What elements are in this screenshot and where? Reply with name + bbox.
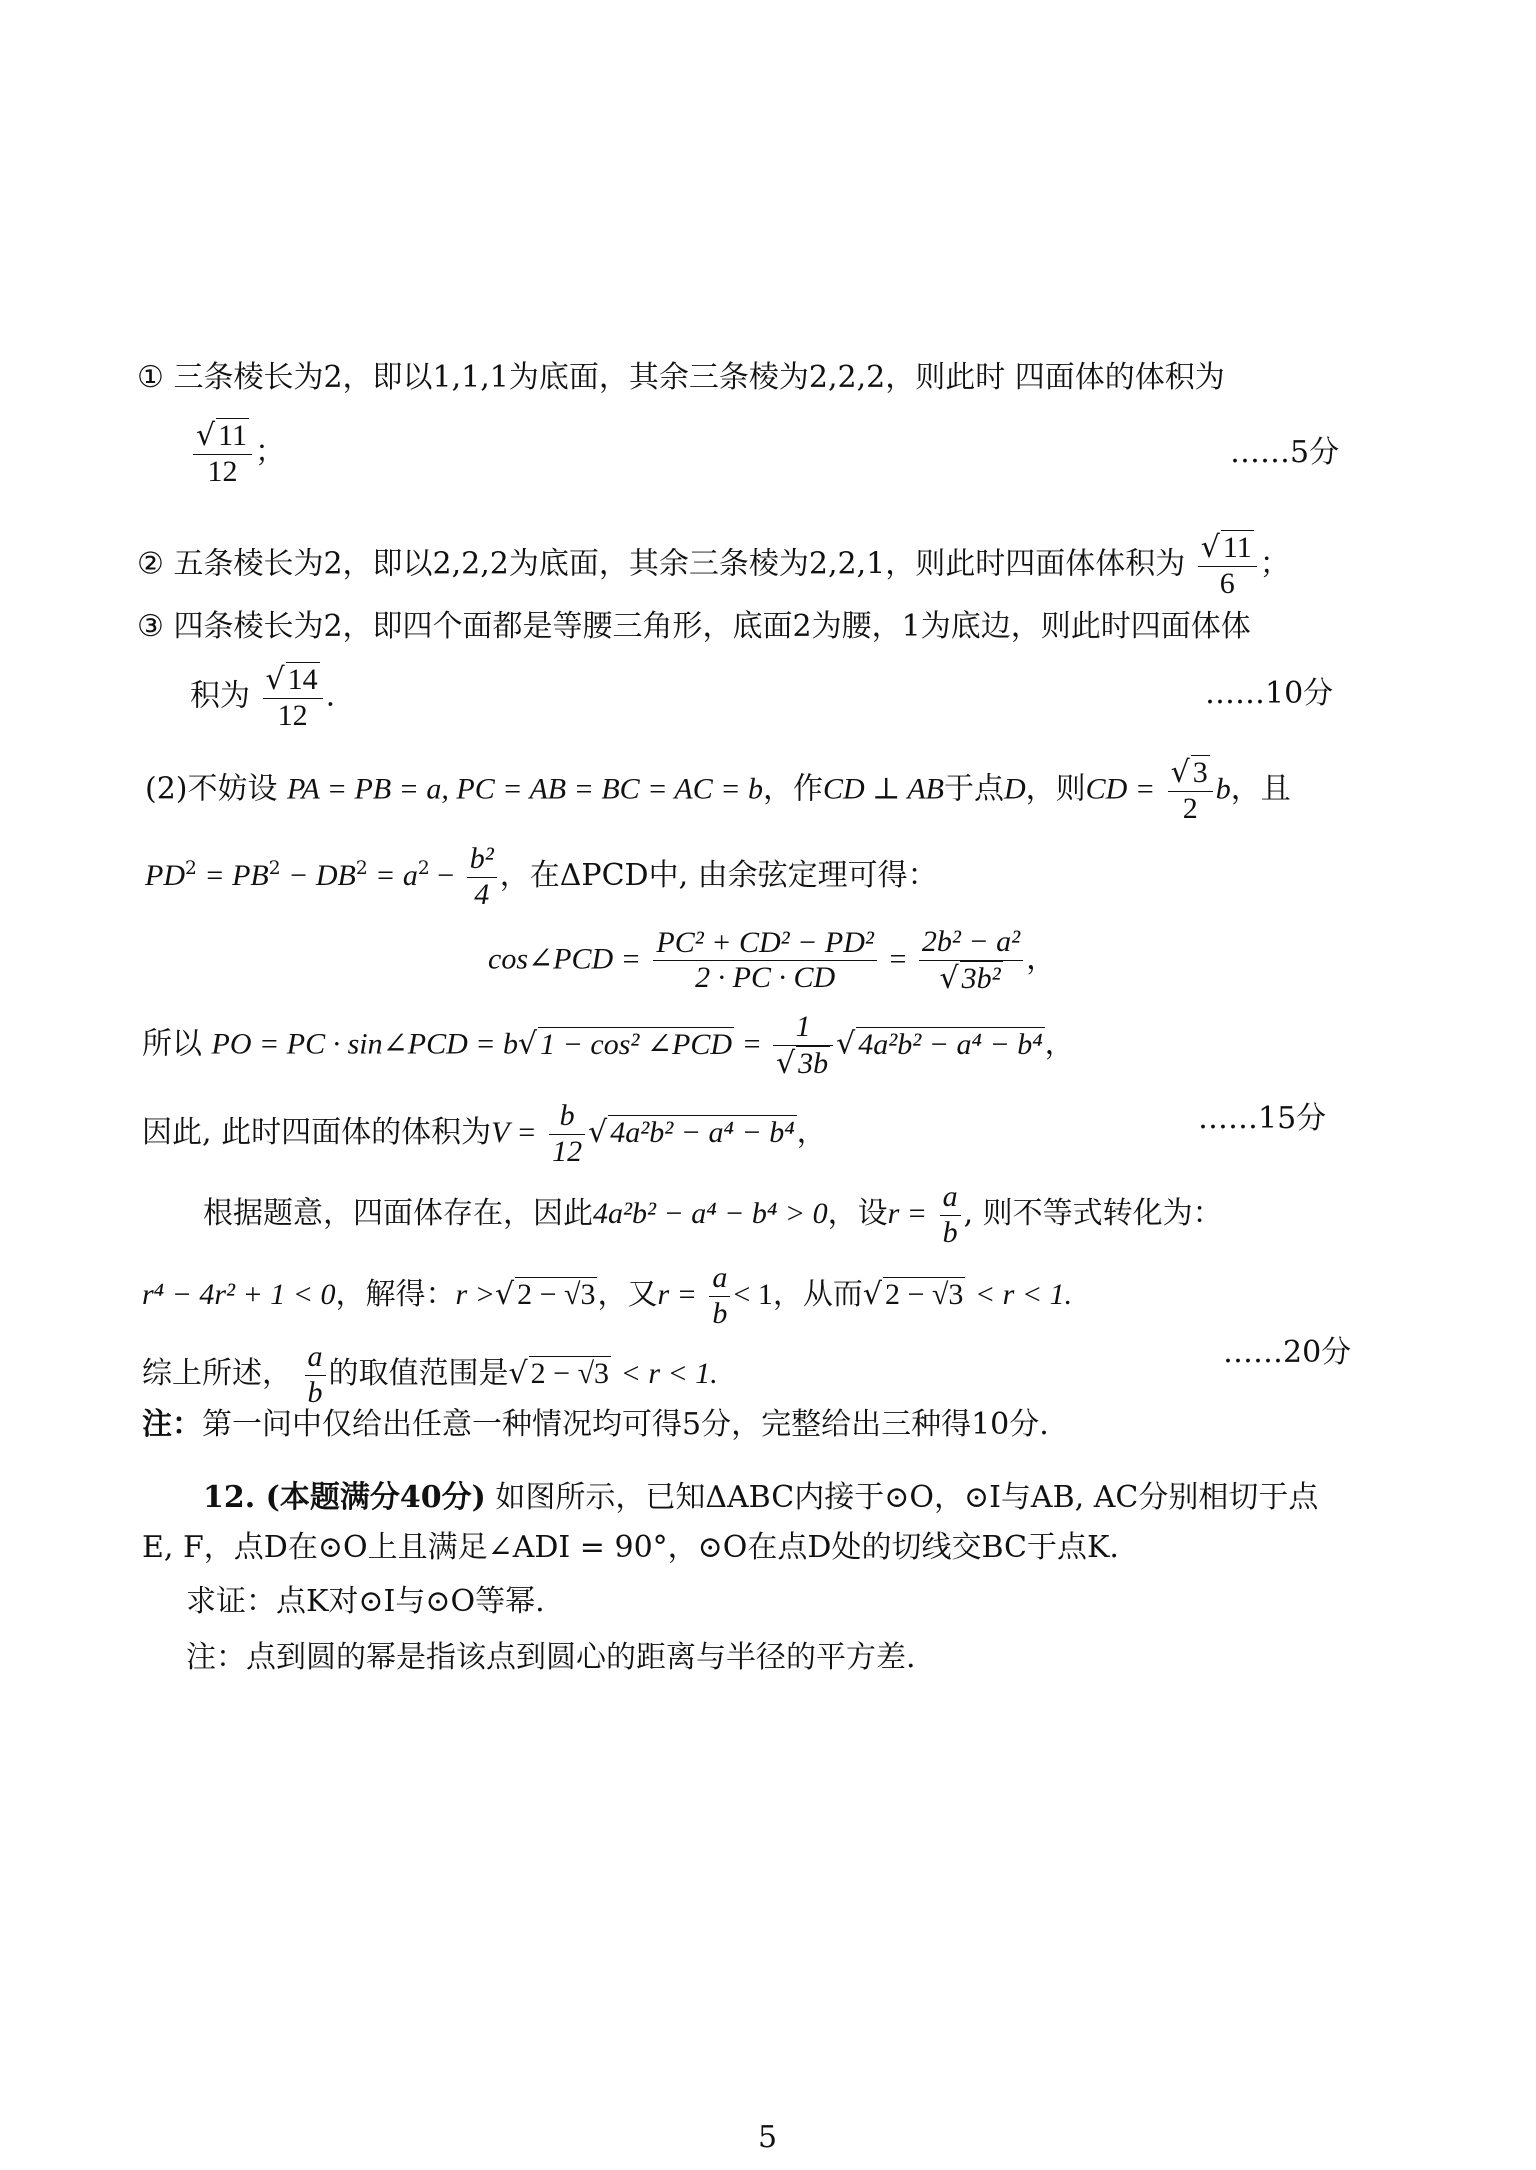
cd-fraction: $\frac{√ 3}{2}$ xyxy=(1168,755,1213,826)
r-fraction: $\frac{a}{b}$ xyxy=(940,1180,961,1250)
case-3-text: 四条棱长为2，即四个面都是等腰三角形，底面2为腰，1为底边，则此时四面体体 xyxy=(173,609,1251,644)
case-1-text: 三条棱长为2，即以1,1,1为底面，其余三条棱为2,2,2，则此时 四面体的体积为 xyxy=(173,360,1225,395)
b2-over-4-fraction: $\frac{\text{b²}}{4}$ xyxy=(467,842,497,912)
case-2-fraction: $\frac{√ 11}{6}$ xyxy=(1198,530,1257,601)
volume-score: ……15分 xyxy=(1198,1101,1327,1136)
summary-line: 综上所述， $\frac{a}{b}$ 的取值范围是√ 2 − √3 < r < 1. xyxy=(142,1340,718,1409)
scoring-note: 注：第一问中仅给出任意一种情况均可得5分，完整给出三种得10分. xyxy=(142,1407,1049,1442)
summary-score: ……20分 xyxy=(1223,1335,1352,1370)
q12-prove-line: 求证：点K对⊙I与⊙O等幂. xyxy=(186,1584,545,1619)
r-fraction-2: $\frac{a}{b}$ xyxy=(709,1261,730,1331)
po-equation-line: 所以 PO = PC · sin∠PCD = b√ 1 − cos² ∠PCD = $\frac{1}{√ 3b}$ √ 4a²b² − a⁴ − b⁴， xyxy=(142,1010,1075,1081)
part2-line-2: $PD^2 = PB^2 - DB^2 = a^2$ − $\frac{\text{b²}}{4}$ ，在ΔPCD中, 由余弦定理可得： xyxy=(145,842,938,911)
volume-fraction: $\frac{b}{12}$ xyxy=(549,1099,585,1169)
existence-line: 根据题意，四面体存在，因此4a²b² − a⁴ − b⁴ > 0，设r = $\frac{a}{b}$ , 则不等式转化为： xyxy=(203,1180,1223,1249)
summary-fraction: $\frac{a}{b}$ xyxy=(305,1340,326,1410)
cosine-equation: cos∠PCD = $\frac{\text{PC² + CD² − PD²}}{2 \cdot PC \cdot CD}$ = $\frac{\text{2b² − a²}}{\text{√ 3b²}}$ ， xyxy=(488,925,1057,996)
q12-heading: 12. (本题满分40分) xyxy=(203,1480,486,1515)
case-2-text: 五条棱长为2，即以2,2,2为底面，其余三条棱为2,2,1，则此时四面体体积为 xyxy=(173,546,1186,582)
case-1-line-1 xyxy=(137,358,1225,398)
case-3-line-2: 积为 $\frac{√ 14}{12}$ . xyxy=(190,662,336,732)
case-3-line-1 xyxy=(137,607,1251,647)
po-fraction: $\frac{1}{√ 3b}$ xyxy=(773,1010,833,1081)
part2-line-1: (2)不妨设 PA = PB = a, PC = AB = BC = AC = b，作CD ⊥ AB于点D，则CD = $\frac{√ 3}{2}$ b，且 xyxy=(145,755,1291,825)
volume-line: 因此, 此时四面体的体积为V = $\frac{b}{12}$ √ 4a²b² − a⁴ − b⁴， xyxy=(142,1099,827,1168)
q12-line-2: E, F，点D在⊙O上且满足∠ADI = 90°，⊙O在点D处的切线交BC于点K. xyxy=(142,1530,1119,1565)
q12-note-line: 注：点到圆的幂是指该点到圆心的距离与半径的平方差. xyxy=(186,1640,916,1675)
circled-number-1: ① xyxy=(137,360,164,395)
case-1-score: ……5分 xyxy=(1230,435,1340,470)
inequality-line: r⁴ − 4r² + 1 < 0，解得：r >√ 2 − √3，又r = $\frac{a}{b}$ < 1，从而√ 2 − √3 < r < 1. xyxy=(142,1261,1073,1330)
case-1-line-2: $\frac{√ 11}{12}$ ； xyxy=(190,418,285,489)
cosine-fraction-2: $\frac{\text{2b² − a²}}{\text{√ 3b²}}$ xyxy=(919,925,1023,996)
case-3-fraction: $\frac{√ 14}{12}$ xyxy=(263,662,323,733)
case-2-line: ② 五条棱长为2，即以2,2,2为底面，其余三条棱为2,2,1，则此时四面体体积为 $\frac{√ 11}{6}$ ； xyxy=(137,530,1290,600)
circled-number-2: ② xyxy=(137,546,164,582)
circled-number-3: ③ xyxy=(137,609,164,644)
case-3-score: ……10分 xyxy=(1205,676,1334,711)
cosine-fraction-1: $\frac{\text{PC² + CD² − PD²}}{2 \cdot PC \cdot CD}$ xyxy=(653,926,876,996)
page-number: 5 xyxy=(758,2120,778,2155)
case-1-fraction: $\frac{√ 11}{12}$ xyxy=(193,418,252,489)
q12-line-1: 12. (本题满分40分) 如图所示，已知ΔABC内接于⊙O，⊙I与AB, AC分别相切于点 xyxy=(203,1480,1319,1515)
